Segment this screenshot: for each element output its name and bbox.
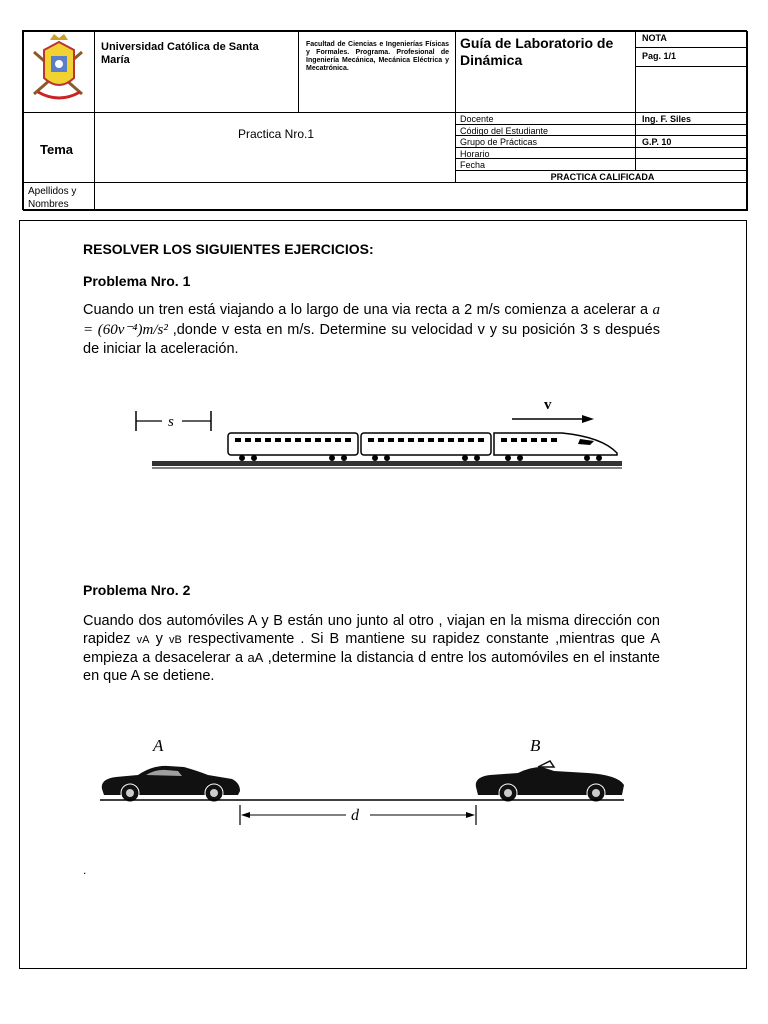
problem2-text-and: y	[149, 631, 169, 647]
trailing-dot: .	[83, 863, 87, 877]
apellidos-label: Apellidos y Nombres	[28, 186, 77, 210]
codigo-label: Código del Estudiante	[460, 126, 549, 136]
problem1-text	[83, 301, 660, 360]
horario-label: Horario	[460, 149, 490, 159]
instruction-heading: RESOLVER LOS SIGUIENTES EJERCICIOS:	[83, 241, 374, 257]
docente-value: Ing. F. Siles	[642, 114, 692, 124]
faculty-cell	[298, 31, 456, 113]
problem2-text-b: respectivamente . Si B mantiene su rapidez constante ,mientras que A empieza a desacelerar a	[83, 631, 660, 666]
train-locomotive	[494, 433, 617, 455]
problem1-formula: a = (60v⁻⁴)m/s²	[83, 302, 660, 338]
car-a	[102, 766, 240, 802]
fecha-label: Fecha	[460, 160, 486, 170]
logo-cell	[23, 31, 95, 113]
v-label: v	[544, 397, 552, 413]
docente-label: Docente	[460, 114, 494, 124]
car-b-label: B	[530, 736, 541, 755]
page-label: Pag. 1/1	[642, 51, 677, 61]
nota-cell	[635, 31, 748, 48]
d-label: d	[351, 807, 359, 824]
header-table	[22, 30, 747, 210]
apellidos-value-cell[interactable]	[94, 182, 748, 211]
problem2-text	[83, 612, 660, 685]
nota-label: NOTA	[642, 33, 667, 43]
practice-title: Practica Nro.1	[237, 127, 315, 141]
va-symbol: vA	[136, 634, 150, 646]
problem1-title: Problema Nro. 1	[83, 273, 191, 289]
car-a-label: A	[153, 736, 164, 755]
tema-label: Tema	[40, 142, 73, 157]
problem2-text-a: Cuando dos automóviles A y B están uno junto al otro , viajan en la misma dirección con rapidez	[83, 613, 660, 647]
faculty-name: Facultad de Ciencias e Ingenierías Físicas y Formales. Programa. Profesional de Ingeniería Mecánica, Mecánica Eléctrica y Mecatrónica.	[306, 41, 449, 72]
exercise-box	[19, 220, 747, 969]
university-cell	[94, 31, 299, 113]
track	[152, 461, 622, 466]
guide-title-cell	[455, 31, 636, 113]
problem1-text-b: ,donde v esta en m/s. Determine su velocidad v y su posición 3 s después de iniciar la aceleración.	[83, 321, 660, 357]
guide-title: Guía de Laboratorio de Dinámica	[460, 35, 614, 68]
apellidos-label-cell	[23, 182, 95, 211]
train-car-1	[228, 433, 358, 455]
vb-symbol: vB	[168, 634, 182, 646]
grupo-label: Grupo de Prácticas	[460, 137, 538, 147]
problem2-title: Problema Nro. 2	[83, 582, 191, 598]
page-cell	[635, 47, 748, 113]
cars-figure	[98, 733, 628, 833]
train-figure	[132, 391, 622, 471]
problem1-text-a: Cuando un tren está viajando a lo largo de una via recta a 2 m/s comienza a acelerar a	[83, 302, 653, 318]
grupo-value: G.P. 10	[642, 137, 672, 147]
tema-cell	[23, 112, 95, 183]
university-crest-icon	[24, 32, 94, 112]
s-label: s	[168, 414, 174, 430]
aa-symbol: aA	[247, 650, 264, 665]
practica-calificada: PRACTICA CALIFICADA	[550, 172, 655, 182]
nota-divider	[636, 66, 748, 67]
practice-title-cell	[94, 112, 456, 183]
car-b	[476, 761, 624, 802]
train-car-2	[361, 433, 491, 455]
university-name: Universidad Católica de Santa María	[101, 41, 259, 66]
problem2-text-c: ,determine la distancia d entre los automóviles en el instante en que A se detiene.	[83, 650, 660, 684]
